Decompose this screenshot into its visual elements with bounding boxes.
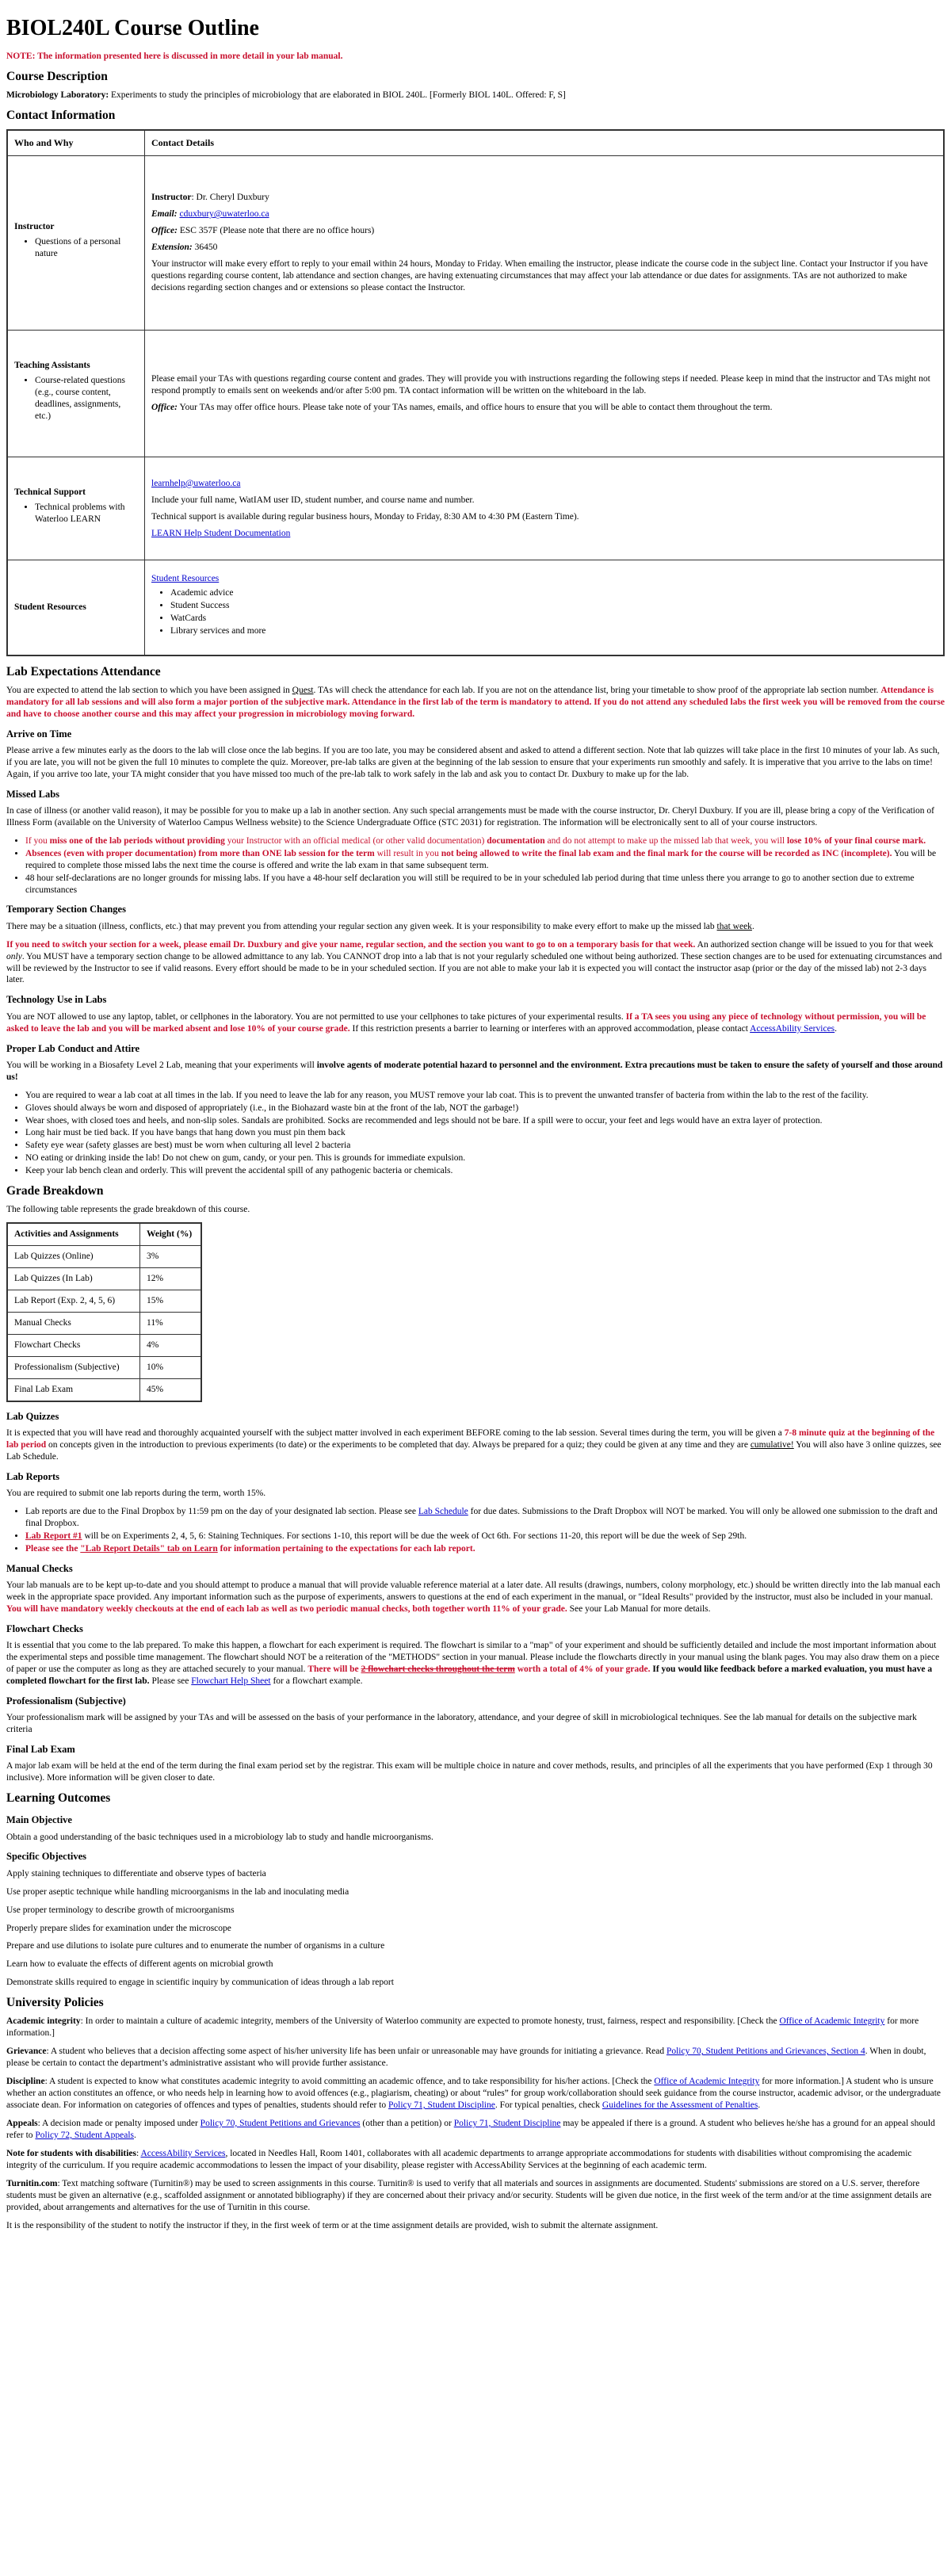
policy-70-link-2[interactable]: Policy 70, Student Petitions and Grievances <box>200 2118 361 2128</box>
contact-col-who: Who and Why <box>7 130 145 156</box>
tech-text: You are NOT allowed to use any laptop, tablet, or cellphones in the laboratory. You are not permitted to use your cellphones to take pictures of your experimental results. If a TA sees you using any piece of technology without permission, you will be asked to leave the lab and you will be marked absent and lose 10% of your course grade. If this restriction presents a barrier to learning or interferes with an approved accommodation, please contact AccessAbility Services. <box>6 1011 926 1034</box>
missed-b1f: lose 10% of your final course mark. <box>787 835 926 846</box>
flow-red-3: worth a total of 4% of your grade. <box>514 1664 651 1674</box>
policy-discipline: Discipline: A student is expected to know what constitutes academic integrity to avoid committing an academic offence, and to take responsibility for his/her actions. [Check the Office of Academic Integrity for more information.] A student who is unsure whether an action constitutes an offence, or who needs help in learning how to avoid offences (e.g., plagiarism, cheating) or about “rules” for group work/collaboration should seek guidance from the course instructor, academic advisor, or the undergraduate associate dean. For information on categories of offences and types of penalties, students should refer to Policy 71, Student Discipline. For typical penalties, check Guidelines for the Assessment of Penalties. <box>6 2077 941 2111</box>
list-item: • Wear shoes, with closed toes and heels, and non-slip soles. Sandals are prohibited. Socks are recommended and legs should not be bare. If a spill were to occur, your feet and legs would have an extra layer of protection. <box>25 1115 945 1127</box>
missed-text: In case of illness (or another valid reason), it may be possible for you to make up a lab in another section. Any such special arrangements must be made with the course instructor, Dr. Cheryl Duxbury. If you are ill, please bring a copy of the Verification of Illness Form (available on the University of Waterloo Campus Wellness website) to the Science Undergraduate Office (STC 2031) for registration. The information will be electronically sent to all of your course instructors. <box>6 805 934 827</box>
table-row <box>7 1356 201 1378</box>
list-item: • 48 hour self-declarations are no longer grounds for missing labs. If you have a 48-hour self declaration you will still be required to be in your scheduled lab period during that time unless there you arrange to go to another section due to extreme circumstances <box>25 873 945 896</box>
grade-col-weight: Weight (%) <box>140 1223 202 1245</box>
policy-text-end: , located in Needles Hall, Room 1401, collaborates with all academic departments to arrange appropriate accommodations for students with disabilities without compromising the academic integrity of the curriculum. If you require academic accommodations to lessen the impact of your disability, please register with AccessAbility Services at the beginning of each academic term. <box>6 2148 912 2170</box>
grade-weight: 4% <box>140 1334 202 1356</box>
lab-schedule-link[interactable]: Lab Schedule <box>418 1507 468 1517</box>
policies-heading: University Policies <box>6 1996 104 2010</box>
rep1-text-2: for due dates. Submissions to the Draft Dropbox will NOT be marked. You will only be allowed one submission to the draft and final Dropbox. <box>25 1507 938 1528</box>
tas-office: Your TAs may offer office hours. Please take note of your TAs names, emails, and office hours to ensure that you will be able to contact them throughout the term. <box>179 403 773 413</box>
grade-table <box>6 1222 202 1402</box>
policy-label: Turnitin.com <box>6 2178 58 2188</box>
instructor-contact-notes: Your instructor will make every effort to reply to your email within 24 hours, Monday to Friday. When emailing the instructor, please indicate the course code in the subject line. Contact your Instructor if you have questions regarding course content, lab attendance and section changes, are having extenuating circumstances that may affect your lab attendance or due dates for assignments. TAs are not authorized to make decisions regarding section changes and or extensions so please contact the Instructor. <box>151 259 928 292</box>
accessability-link[interactable]: AccessAbility Services <box>750 1023 835 1034</box>
grade-activity: Flowchart Checks <box>7 1334 140 1356</box>
resources-who-label: Student Resources <box>14 602 86 612</box>
missed-b1b: miss one of the lab periods without providing <box>49 835 225 846</box>
instructor-office: ESC 357F (Please note that there are no office hours) <box>179 226 375 236</box>
reports-list <box>6 1506 945 1555</box>
policies-section <box>6 1995 945 2231</box>
policy-text: : Text matching software (Turnitin®) may be used to screen assignments in this course. Turnitin® is used to verify that all materials and sources in assignments are documented. Students' submissions are stored on a U.S. server, therefore students must be given an alternative (e.g., scaffolded assignment or annotated bibliography) if they are concerned about their privacy and/or security. Students will be given due notice, in the first week of the term and/or at the time assignment details are provided, about arrangements and alternatives for the use of Turnitin in this course. <box>6 2178 932 2212</box>
course-description <box>6 90 945 101</box>
policy-text: : A student is expected to know what constitutes academic integrity to avoid committing an academic offence, and to take responsibility for his/her actions. [Check the <box>44 2077 655 2087</box>
contact-row-resources <box>7 560 944 655</box>
attendance-text-2: . TAs will check the attendance for each lab. If you are not on the attendance list, bring your timetable to show proof of the appropriate lab section number. <box>313 685 881 695</box>
table-row <box>7 1268 201 1290</box>
quiz-red: 7-8 minute quiz at the beginning of the lab period <box>6 1428 935 1450</box>
instructor-email-link[interactable]: cduxbury@uwaterloo.ca <box>179 209 269 220</box>
lab-report-1-link[interactable]: Lab Report #1 <box>25 1531 82 1541</box>
missed-list <box>6 835 945 896</box>
attendance-mandatory: Attendance is mandatory for all lab sessions and will also form a major portion of the subjective mark. Attendance in the first lab of the term is mandatory to attend. If you do not attend any scheduled labs the first week you will be removed from the course and have to choose another course and this may affect your progression in microbiology moving forward. <box>6 685 945 719</box>
rep2-text: will be on Experiments 2, 4, 5, 6: Staining Techniques. For sections 1-10, this report will be due the week of Oct 6th. For sections 11-20, this report will be due the week of Sep 29th. <box>82 1531 747 1541</box>
instructor-ext: 36450 <box>194 243 218 253</box>
page-title: BIOL240L Course Outline <box>6 16 259 40</box>
final-exam-text: A major lab exam will be held at the end of the term during the final exam period set by the registrar. This exam will be multiple choice in nature and cover methods, results, and principles of all the experiments that you have performed (Exp 1 through 30 inclusive). More information will be given closer to date. <box>6 1761 933 1783</box>
arrive-text: Please arrive a few minutes early as the doors to the lab will close once the lab begins. If you are too late, you may be considered absent and asked to attend a different section. Note that lab quizzes will take place in the first 10 minutes of your lab. As such, if you are late, you will not be given the full 10 minutes to complete the quiz. Moreover, pre-lab talks are given at the beginning of the lab session to ensure that your experiments run smoothly and safely. It is imperative that you arrive to the labs on time! Again, if you arrive too late, your TA might consider that you have missed too much of the pre-lab talk to work safely in the lab and ask you to contact Dr. Duxbury to make up for the lab. <box>6 745 940 779</box>
manual-heading: Manual Checks <box>6 1562 73 1574</box>
grade-intro: The following table represents the grade breakdown of this course. <box>6 1205 250 1215</box>
quiz-cumulative: cumulative! <box>750 1439 794 1450</box>
instructor-name: : Dr. Cheryl Duxbury <box>191 193 269 203</box>
missed-b2d: You will be required to complete those missed labs the next time the course is offered and write the lab exam in that same subsequent term. <box>25 848 937 870</box>
support-details <box>145 457 945 560</box>
contact-col-details: Contact Details <box>145 130 945 156</box>
main-objective: Obtain a good understanding of the basic techniques used in a microbiology lab to study and handle microorganisms. <box>6 1832 433 1842</box>
list-item: • Keep your lab bench clean and orderly. This will prevent the accidental spill of any pathogenic bacteria or chemicals. <box>25 1165 945 1177</box>
support-line1: Include your full name, WatIAM user ID, student number, and course name and number. <box>151 495 475 505</box>
policy-text: : A decision made or penalty imposed under <box>37 2118 201 2128</box>
conduct-text-1: You will be working in a Biosafety Level 2 Lab, meaning that your experiments will <box>6 1060 317 1070</box>
resources-who <box>7 560 145 655</box>
tas-who-label: Teaching Assistants <box>14 361 90 371</box>
support-email-link[interactable]: learnhelp@uwaterloo.ca <box>151 478 241 488</box>
policy-text-mid-2: may be appealed if there is a ground. A student who believes he/she has a ground for an appeal should refer to <box>6 2118 935 2140</box>
tas-who <box>7 331 145 457</box>
list-item <box>25 835 945 847</box>
final-exam-heading: Final Lab Exam <box>6 1743 75 1755</box>
policy-text-mid: for more information.] A student who is unsure whether an action constitutes an offence, or who needs help in learning how to avoid offences (e.g., plagiarism, cheating) or about “rules” for group work/collaboration should seek guidance from the course instructor, academic advisor, or the undergraduate associate dean. For information on categories of offences and types of penalties, students should refer to <box>6 2077 941 2111</box>
list-item: • Safety eye wear (safety glasses are best) must be worn when culturing all level 2 bacteria <box>25 1140 945 1152</box>
course-description-text: Experiments to study the principles of microbiology that are elaborated in BIOL 240L. [Formerly BIOL 140L. Offered: F, S] <box>111 90 566 101</box>
list-item: • NO eating or drinking inside the lab! Do not chew on gum, candy, or your pen. This is grounds for immediate expulsion. <box>25 1152 945 1164</box>
outcomes-heading: Learning Outcomes <box>6 1791 111 1806</box>
professionalism-heading: Professionalism (Subjective) <box>6 1695 126 1707</box>
arrive-heading: Arrive on Time <box>6 728 72 740</box>
grade-activity: Lab Quizzes (In Lab) <box>7 1268 140 1290</box>
flow-red-2: 2 flowchart checks throughout the term <box>361 1664 515 1674</box>
support-who-label: Technical Support <box>14 487 86 498</box>
temp-section-heading: Temporary Section Changes <box>6 904 126 915</box>
objective-item: Use proper aseptic technique while handling microorganisms in the lab and inoculating media <box>6 1886 349 1897</box>
rep1-text: Lab reports are due to the Final Dropbox by 11:59 pm on the day of your designated lab section. Please see <box>25 1507 418 1517</box>
policy-text-end: for more information.] <box>6 2016 919 2039</box>
policy-grievance <box>6 2046 945 2070</box>
missed-b1c: your Instructor with an official medical (or other valid documentation) <box>224 835 487 846</box>
temp-text-1: There may be a situation (illness, conflicts, etc.) that may prevent you from attending your regular section any given week. It is your responsibility to make every effort to make up the missed lab <box>6 921 717 931</box>
contact-heading: Contact Information <box>6 109 116 123</box>
support-who <box>7 457 145 560</box>
instructor-ext-label: Extension: <box>151 243 193 253</box>
instructor-who-label: Instructor <box>14 222 55 232</box>
temp-text-2: An authorized section change will be issued to you for that week <box>695 939 934 950</box>
policy-71-link[interactable]: Policy 71, Student Discipline <box>388 2100 495 2111</box>
grade-weight: 15% <box>140 1290 202 1313</box>
flow-text-2: Please see <box>149 1676 192 1686</box>
grade-activity: Professionalism (Subjective) <box>7 1356 140 1378</box>
list-item: • Academic advice <box>170 587 937 599</box>
manual-text <box>6 1580 945 1615</box>
flowchart-help-link[interactable]: Flowchart Help Sheet <box>191 1676 271 1686</box>
grade-activity: Final Lab Exam <box>7 1378 140 1401</box>
grade-activity: Manual Checks <box>7 1313 140 1335</box>
policy-72-link[interactable]: Policy 72, Student Appeals <box>35 2130 134 2140</box>
tech-red: If a TA sees you using any piece of technology without permission, you will be asked to leave the lab and you will be marked absent and lose 10% of your course grade. <box>6 1011 926 1034</box>
list-item: • WatCards <box>170 613 937 625</box>
policy-label: Discipline <box>6 2077 45 2087</box>
note-banner: NOTE: The information presented here is discussed in more detail in your lab manual. <box>6 52 343 62</box>
rep3-text-2: for information pertaining to the expectations for each lab report. <box>217 1543 476 1554</box>
flow-text-3: for a flowchart example. <box>270 1676 363 1686</box>
lab-report-details-link[interactable]: "Lab Report Details" tab on Learn <box>80 1543 218 1554</box>
professionalism-text: Your professionalism mark will be assigned by your TAs and will be assessed on the basis of your performance in the laboratory, attendance, and your degree of skill in microbiological techniques. See the lab manual for details on the subjective mark criteria <box>6 1713 917 1735</box>
tas-office-label: Office: <box>151 403 178 413</box>
missed-heading: Missed Labs <box>6 788 60 800</box>
quiz-text-2: on concepts given in the introduction to previous experiments (to date) or the experiments to be completed that day. Always be prepared for a quiz; they could be given at any time and they are <box>46 1439 750 1450</box>
policy-text: : <box>136 2148 141 2158</box>
temp-that-week: that week <box>716 921 752 931</box>
academic-integrity-link[interactable]: Office of Academic Integrity <box>779 2016 885 2027</box>
policy-text: : A student who believes that a decision affecting some aspect of his/her university life has been unfair or unreasonable may have grounds for initiating a grievance. Read <box>46 2047 666 2057</box>
reports-heading: Lab Reports <box>6 1470 60 1482</box>
course-description-heading: Course Description <box>6 70 108 84</box>
tech-text-1: You are NOT allowed to use any laptop, tablet, or cellphones in the laboratory. You are not permitted to use your cellphones to take pictures of your experimental results. <box>6 1011 626 1022</box>
objective-item: Prepare and use dilutions to isolate pure cultures and to enumerate the number of organisms in a culture <box>6 1941 385 1951</box>
instructor-name-label: Instructor <box>151 193 192 203</box>
conduct-bold: involve agents of moderate potential hazard to personnel and the environment. Extra precautions must be taken to ensure the safety of yourself and those around us! <box>6 1060 943 1082</box>
rep3-text: Please see the <box>25 1543 81 1554</box>
grade-weight: 45% <box>140 1378 202 1401</box>
grade-weight: 10% <box>140 1356 202 1378</box>
policy-label: Academic integrity <box>6 2016 81 2027</box>
objective-item: Demonstrate skills required to engage in scientific inquiry by communication of ideas through a lab report <box>6 1978 394 1988</box>
attendance-paragraph <box>6 685 945 720</box>
reports-intro: You are required to submit one lab reports during the term, worth 15%. <box>6 1489 266 1499</box>
policy-70-link[interactable]: Policy 70, Student Petitions and Grievances, Section 4 <box>666 2047 865 2057</box>
conduct-text <box>6 1060 945 1084</box>
instructor-details <box>145 156 945 331</box>
objective-item: Use proper terminology to describe growth of microorganisms <box>6 1905 235 1915</box>
quest-link[interactable]: Quest <box>292 685 314 695</box>
quiz-text-3: You will also have 3 online quizzes, see Lab Schedule. <box>6 1439 941 1462</box>
tech-heading: Technology Use in Labs <box>6 994 107 1006</box>
instructor-email-label: Email: <box>151 209 178 220</box>
specific-objectives-heading: Specific Objectives <box>6 1851 87 1863</box>
objective-item: Properly prepare slides for examination under the microscope <box>6 1923 231 1933</box>
instructor-office-label: Office: <box>151 226 178 236</box>
grade-activity: Lab Report (Exp. 2, 4, 5, 6) <box>7 1290 140 1313</box>
quiz-text <box>6 1428 945 1463</box>
contact-row-instructor <box>7 156 944 331</box>
missed-b1e: and do not attempt to make up the missed lab that week, you will <box>544 835 788 846</box>
flow-red-1: There will be <box>307 1664 361 1674</box>
flow-bold: If you would like feedback before a marked evaluation, you must have a completed flowchart for the first lab. <box>6 1664 933 1686</box>
policy-text-end: . When in doubt, please be certain to contact the department’s administrative assistant who will provide further assistance. <box>6 2047 926 2069</box>
main-objective-heading: Main Objective <box>6 1814 72 1826</box>
temp-only: only <box>6 951 22 961</box>
manual-text-2: See your Lab Manual for more details. <box>567 1603 711 1614</box>
policy-disabilities <box>6 2148 945 2172</box>
manual-red: You will have mandatory weekly checkouts at the end of each lab as well as two periodic manual checks, both together worth 11% of your grade. <box>6 1603 567 1614</box>
policy-integrity <box>6 2016 945 2039</box>
grade-activity: Lab Quizzes (Online) <box>7 1246 140 1268</box>
table-row <box>7 1313 201 1335</box>
missed-b1d: documentation <box>487 835 545 846</box>
list-item <box>25 1506 945 1530</box>
resources-details <box>145 560 945 655</box>
grade-heading: Grade Breakdown <box>6 1184 104 1198</box>
manual-text-1: Your lab manuals are to be kept up-to-date and you should attempt to produce a manual that will provide valuable reference material at a later date. All results (drawings, numbers, colony morphology, etc.) should be written directly into the lab manual each week in the appropriate space provided. Any important information such as the purpose of experiments, answers to questions at the end of each experiment in the manual, or "Ideal Results" provided by the instructor, must also be included in your manual. <box>6 1580 941 1602</box>
objective-item: Learn how to evaluate the effects of different agents on microbial growth <box>6 1959 273 1970</box>
grade-col-activity: Activities and Assignments <box>7 1223 140 1245</box>
table-row <box>7 1290 201 1313</box>
contact-table <box>6 129 945 656</box>
flowchart-heading: Flowchart Checks <box>6 1622 83 1634</box>
tech-text-2: If this restriction presents a barrier to learning or interferes with an approved accommodation, please contact <box>349 1023 750 1034</box>
policy-label: Appeals <box>6 2118 38 2128</box>
tas-contact-notes: Please email your TAs with questions regarding course content and grades. They will provide you with instructions regarding the following steps if needed. Please keep in mind that the instructor and TAs might not respond promptly to emails sent on weekends and/or after 5:00 pm. TA contact information will be written on the whiteboard in the lab. <box>151 374 930 396</box>
grade-weight: 11% <box>140 1313 202 1335</box>
table-row <box>7 1378 201 1401</box>
grade-table-header <box>7 1223 201 1245</box>
flow-text-1: It is essential that you come to the lab prepared. To make this happen, a flowchart for each experiment is required. The flowchart is similar to a "map" of your experiment and should be sufficiently detailed and include the most important information about the experimental steps and possible time management. The flowchart should NOT be a reiteration of the "METHODS" section in your manual. Please include the flowcharts directly in your manual using the blank pages. You may also draw them on a piece of paper or use the computer as long as they are attached securely to your manual. <box>6 1641 940 1674</box>
list-item <box>25 1531 945 1542</box>
policy-appeals: Appeals: A decision made or penalty imposed under Policy 70, Student Petitions and Grievances (other than a petition) or Policy 71, Student Discipline may be appealed if there is a ground. A student who believes he/she has a ground for an appeal should refer to Policy 72, Student Appeals. <box>6 2118 935 2140</box>
support-why: • Technical problems with Waterloo LEARN <box>35 502 138 526</box>
policy-final-note: It is the responsibility of the student to notify the instructor if they, in the first week of term or at the time assignment details are provided, wish to submit the alternate assignment. <box>6 2220 659 2230</box>
tas-why: • Course-related questions (e.g., course content, deadlines, assignments, etc.) <box>35 375 138 422</box>
academic-integrity-link-2[interactable]: Office of Academic Integrity <box>654 2077 760 2087</box>
policy-text-mid: (other than a petition) or <box>360 2118 454 2128</box>
conduct-heading: Proper Lab Conduct and Attire <box>6 1042 140 1054</box>
policy-turnitin <box>6 2178 945 2214</box>
missed-b2c: not being allowed to write the final lab exam and the final mark for the course will be recorded as INC (incomplete). <box>441 848 892 858</box>
contact-table-header <box>7 130 944 156</box>
table-row <box>7 1334 201 1356</box>
missed-b2b: will result in you <box>374 848 441 858</box>
objective-item: Apply staining techniques to differentiate and observe types of bacteria <box>6 1868 266 1878</box>
list-item <box>25 848 945 872</box>
list-item: • Library services and more <box>170 625 937 637</box>
temp-text-3: . You MUST have a temporary section change to be allowed admittance to any lab. You CANNOT drop into a lab that is not your regularly scheduled one without being authorized. These section changes are to be used for extenuating circumstances and will be reviewed by the Instructor to see if valid reasons. Every effort should be made to be in your scheduled section. If you are not able to make your lab it is expected you will contact the instructor asap (prior or the day of the missed lab) not 2-3 days later. <box>6 951 942 985</box>
learn-help-link[interactable]: LEARN Help Student Documentation <box>151 528 291 538</box>
missed-b1a: If you <box>25 835 50 846</box>
instructor-why: • Questions of a personal nature <box>35 236 138 260</box>
missed-b2a: Absences (even with proper documentation) from more than ONE lab session for the term <box>25 848 375 858</box>
course-description-label: Microbiology Laboratory: <box>6 90 109 101</box>
policy-label: Note for students with disabilities <box>6 2148 136 2158</box>
temp-section-text-2 <box>6 939 945 987</box>
list-item <box>25 1543 945 1555</box>
contact-row-tas <box>7 331 944 457</box>
student-resources-link[interactable]: Student Resources <box>151 573 220 583</box>
policy-text-mid-2: . For typical penalties, check <box>495 2100 602 2111</box>
tas-details <box>145 331 945 457</box>
quiz-heading: Lab Quizzes <box>6 1410 59 1422</box>
lab-expectations-heading: Lab Expectations Attendance <box>6 664 161 678</box>
list-item: • You are required to wear a lab coat at all times in the lab. If you need to leave the lab for any reason, you MUST remove your lab coat. This is to prevent the unwanted transfer of bacteria from within the lab to the rest of the facility. <box>25 1090 945 1102</box>
policy-label: Grievance <box>6 2047 47 2057</box>
instructor-who <box>7 156 145 331</box>
grade-weight: 12% <box>140 1268 202 1290</box>
resources-list <box>151 587 937 637</box>
temp-section-text: There may be a situation (illness, conflicts, etc.) that may prevent you from attending your regular section any given week. It is your responsibility to make every effort to make up the missed lab that week. <box>6 921 754 931</box>
policy-71-link-2[interactable]: Policy 71, Student Discipline <box>453 2118 561 2128</box>
contact-row-support <box>7 457 944 560</box>
list-item: • Gloves should always be worn and disposed of appropriately (i.e., in the Biohazard waste bin at the front of the lab, NOT the garbage!) <box>25 1103 945 1114</box>
list-item: • Student Success <box>170 600 937 612</box>
list-item: • Long hair must be tied back. If you have bangs that hang down you must pin them back <box>25 1127 945 1139</box>
table-row <box>7 1246 201 1268</box>
attendance-text: You are expected to attend the lab section to which you have been assigned in <box>6 685 292 695</box>
conduct-list <box>6 1090 945 1178</box>
support-line2: Technical support is available during regular business hours, Monday to Friday, 8:30 AM to 4:30 PM (Eastern Time). <box>151 511 579 522</box>
grade-weight: 3% <box>140 1246 202 1268</box>
quiz-text-1: It is expected that you will have read and thoroughly acquainted yourself with the subject matter involved in each experiment BEFORE coming to the lab session. Several times during the term, you will be given a <box>6 1428 785 1439</box>
penalties-guidelines-link[interactable]: Guidelines for the Assessment of Penalties <box>602 2100 758 2111</box>
accessability-link-2[interactable]: AccessAbility Services <box>140 2148 226 2158</box>
flowchart-text <box>6 1640 945 1687</box>
policy-text: : In order to maintain a culture of academic integrity, members of the University of Waterloo community are expected to promote honesty, trust, fairness, respect and responsibility. [Check the <box>80 2016 780 2027</box>
temp-switch-red: If you need to switch your section for a week, please email Dr. Duxbury and give your name, regular section, and the section you want to go to on a temporary basis for that week. <box>6 939 696 950</box>
